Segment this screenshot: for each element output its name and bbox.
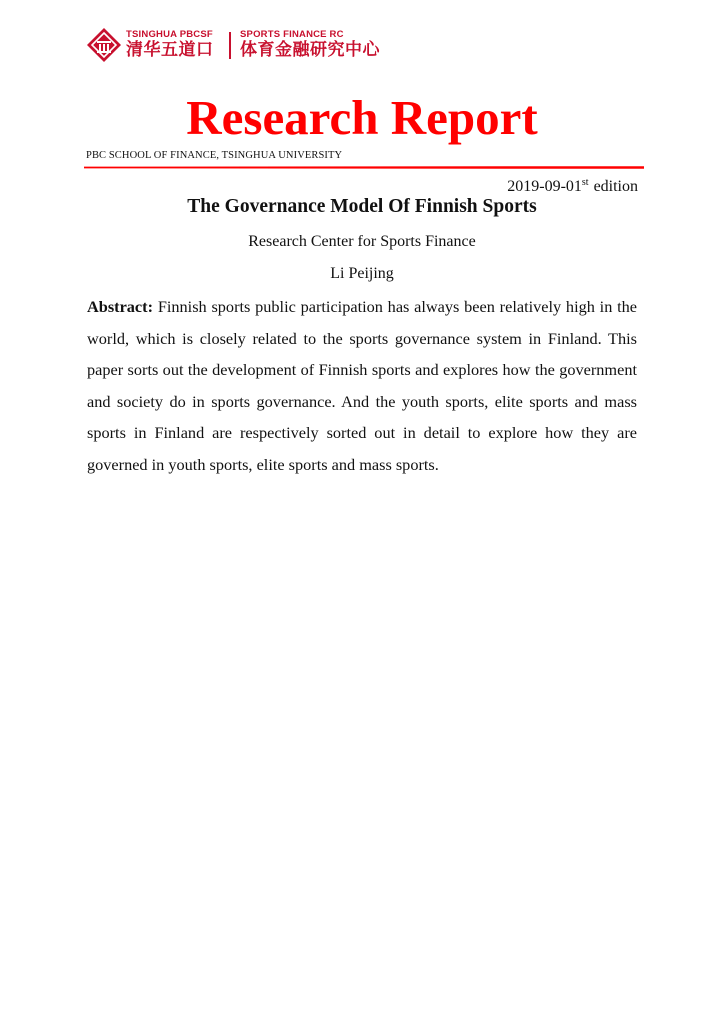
report-title: Research Report [186, 90, 538, 145]
affiliation: Research Center for Sports Finance [248, 233, 476, 250]
header-logo [86, 27, 406, 63]
logo-divider [229, 32, 231, 59]
paper-title: The Governance Model Of Finnish Sports [187, 196, 537, 217]
abstract-label: Abstract: [87, 297, 154, 316]
logo-left-text [126, 29, 214, 61]
logo-en-right: SPORTS FINANCE RC [240, 29, 344, 40]
header-rule [84, 166, 644, 169]
author: Li Peijing [330, 265, 394, 282]
edition-label: edition [593, 178, 638, 195]
abstract [87, 291, 637, 481]
logo-right-text [240, 29, 380, 61]
school-line: PBC SCHOOL OF FINANCE, TSINGHUA UNIVERSITY [86, 150, 343, 161]
logo-cn-right: 体育金融研究中心 [240, 40, 380, 60]
logo-cn-left: 清华五道口 [126, 40, 214, 60]
edition-suffix: st [581, 177, 589, 188]
edition-date: 2019-09-01 [507, 178, 582, 195]
tsinghua-pbcsf-emblem-icon [86, 27, 122, 63]
logo-en-left: TSINGHUA PBCSF [126, 29, 213, 40]
abstract-text: Finnish sports public participation has always been relatively high in the world, which is closely related to the sports governance system in Finland. This paper sorts out the development of Finnish sports and explores how the government and society do in sports governance. And the youth sports, elite sports and mass sports in Finland are respectively sorted out in detail to explore how they are governed in youth sports, elite sports and mass sports. [87, 297, 638, 474]
